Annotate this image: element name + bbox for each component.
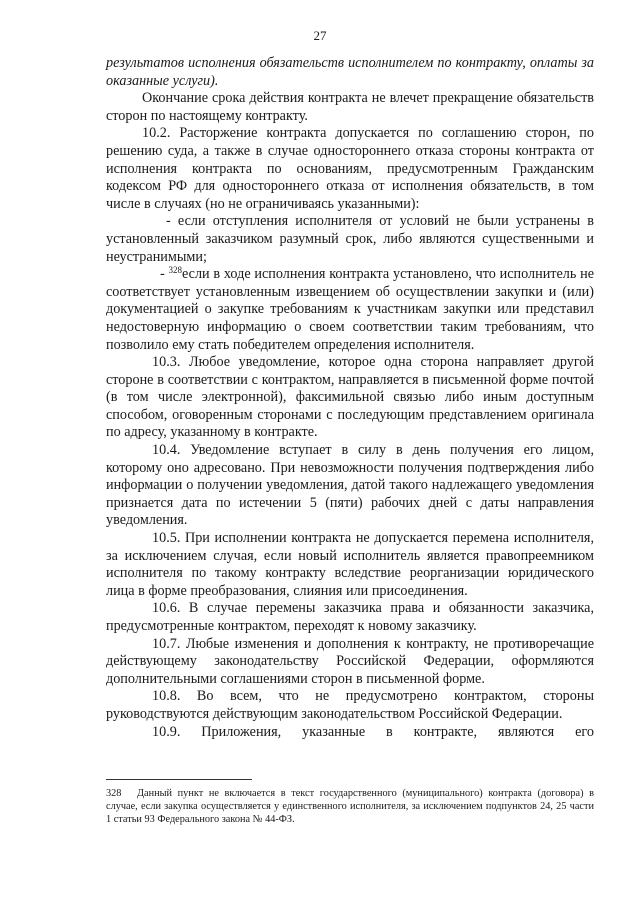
clause-10-2: 10.2. Расторжение контракта допускается по соглашению сторон, по решению суда, а также в случае одностороннего отказа стороны контракта от исполнения контракта по основаниям, предусмотренным Гражданским кодексом РФ для одностороннего отказа от исполнения обязательств, в том числе в случаях (но не ограничиваясь указанными):	[106, 125, 594, 212]
footnote-number: 328	[106, 788, 122, 799]
clause-10-4: 10.4. Уведомление вступает в силу в день получения его лицом, которому оно адресовано. При невозможности получения подтверждения либо информации о получении уведомления, датой такого надлежащего уведомления признается дата по истечении 5 (пяти) рабочих дней с даты направления уведомления.	[106, 442, 594, 529]
footnote-text: Данный пункт не включается в текст государственного (муниципального) контракта (договора) в случае, если закупка осуществляется у единственного исполнителя, за исключением подпунктов 24, 25 части 1 статьи 93 Федерального закона № 44-ФЗ.	[106, 788, 594, 825]
clause-10-7: 10.7. Любые изменения и дополнения к контракту, не противоречащие действующему законодательству Российской Федерации, оформляются дополнительными соглашениями сторон в письменной форме.	[106, 635, 594, 687]
footnote-reference: 328	[168, 265, 182, 276]
footnote-separator	[106, 779, 252, 780]
page-number: 27	[313, 28, 327, 43]
list-dash: -	[160, 266, 169, 283]
paragraph-continuation: результатов исполнения обязательств исполнителем по контракту, оплаты за оказанные услуги).	[106, 55, 594, 89]
contract-body	[106, 55, 594, 741]
clause-10-9: 10.9. Приложения, указанные в контракте, являются его	[152, 723, 594, 740]
clause-10-6: 10.6. В случае перемены заказчика права и обязанности заказчика, предусмотренные контрактом, переходят к новому заказчику.	[106, 600, 594, 634]
clause-10-3: 10.3. Любое уведомление, которое одна сторона направляет другой стороне в соответствии с контрактом, направляется в письменной форме почтой (в том числе электронной), факсимильной связью либо иным доступным способом, оговоренным сторонами с последующим представлением оригинала по адресу, указанному в контракте.	[106, 354, 594, 441]
clause-10-8: 10.8. Во всем, что не предусмотрено контрактом, стороны руководствуются действующим законодательством Российской Федерации.	[106, 688, 594, 722]
list-item-deviations: - если отступления исполнителя от условий не были устранены в установленный заказчиком разумный срок, либо являются существенными и неустранимыми;	[106, 213, 594, 265]
footnote	[106, 787, 594, 826]
list-item-nonconformity	[106, 266, 594, 354]
list-item-text: если в ходе исполнения контракта установлено, что исполнитель не соответствует установленным извещением об осуществлении закупки и (или) документацией о закупке требованиям к участникам закупки или представил недостоверную информацию о своем соответствии таким требованиям, что позволило ему стать победителем определения исполнителя.	[106, 266, 594, 353]
paragraph-contract-term: Окончание срока действия контракта не влечет прекращение обязательств сторон по настоящему контракту.	[106, 90, 594, 124]
clause-10-5: 10.5. При исполнении контракта не допускается перемена исполнителя, за исключением случая, если новый исполнитель является правопреемником исполнителя по такому контракту вследствие реорганизации юридического лица в форме преобразования, слияния или присоединения.	[106, 530, 594, 599]
